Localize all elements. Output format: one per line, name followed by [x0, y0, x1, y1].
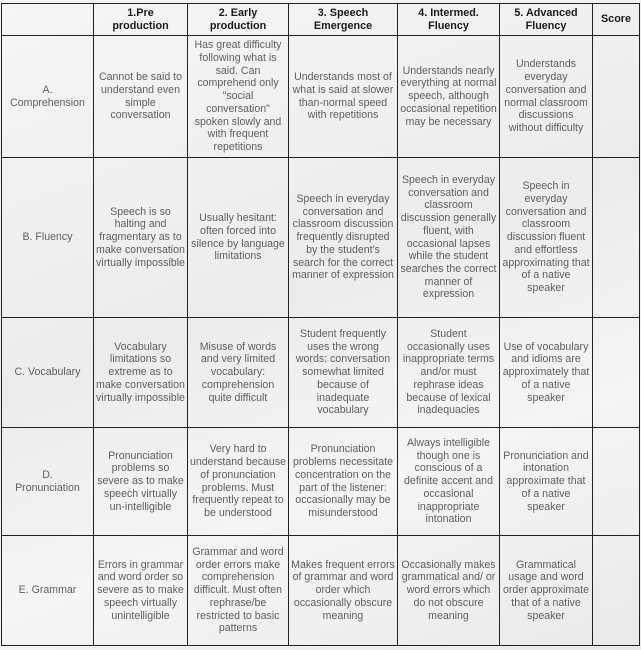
- level-header-speech-emergence: 3. Speech Emergence: [289, 4, 398, 36]
- row-pronunciation: [2, 428, 640, 536]
- header-row: [2, 4, 640, 36]
- cell-comprehension-level-4: Understands nearly everything at normal speech, although occasional repetition may be necessary: [398, 36, 500, 158]
- cell-comprehension-level-5: Understands everyday conversation and normal classroom discussions without difficulty: [500, 36, 593, 158]
- row-label-comprehension: A. Comprehension: [2, 36, 94, 158]
- cell-vocabulary-level-5: Use of vocabulary and idioms are approximately that of a native speaker: [500, 318, 593, 428]
- cell-grammar-level-4: Occasionally makes grammatical and/ or word errors which do not obscure meaning: [398, 536, 500, 646]
- level-header-intermediate-fluency: 4. Intermed. Fluency: [398, 4, 500, 36]
- cell-pronunciation-level-3: Pronunciation problems necessitate concentration on the part of the listener: occasionally may be misunderstood: [289, 428, 398, 536]
- cell-grammar-level-3: Makes frequent errors of grammar and word order which occasionally obscure meaning: [289, 536, 398, 646]
- cell-vocabulary-level-1: Vocabulary limitations so extreme as to make conversation virtually impossible: [94, 318, 188, 428]
- cell-fluency-level-5: Speech in everyday conversation and classroom discussion fluent and effortless approximating that of a native speaker: [500, 158, 593, 318]
- row-comprehension: [2, 36, 640, 158]
- cell-vocabulary-level-4: Student occasionally uses inappropriate terms and/or must rephrase ideas because of lexical inadequacies: [398, 318, 500, 428]
- level-header-advanced-fluency: 5. Advanced Fluency: [500, 4, 593, 36]
- score-cell-grammar[interactable]: [593, 536, 640, 646]
- row-label-vocabulary: C. Vocabulary: [2, 318, 94, 428]
- cell-vocabulary-level-3: Student frequently uses the wrong words: conversation somewhat limited because of inadequate vocabulary: [289, 318, 398, 428]
- cell-comprehension-level-2: Has great difficulty following what is said. Can comprehend only "social conversation" spoken slowly and with frequent repetitions: [188, 36, 289, 158]
- score-cell-comprehension[interactable]: [593, 36, 640, 158]
- row-grammar: [2, 536, 640, 646]
- score-cell-vocabulary[interactable]: [593, 318, 640, 428]
- oral-proficiency-rubric-table: [1, 3, 640, 646]
- cell-pronunciation-level-2: Very hard to understand because of pronunciation problems. Must frequently repeat to be understood: [188, 428, 289, 536]
- cell-comprehension-level-1: Cannot be said to understand even simple conversation: [94, 36, 188, 158]
- corner-cell: [2, 4, 94, 36]
- level-header-early-production: 2. Early production: [188, 4, 289, 36]
- row-fluency: [2, 158, 640, 318]
- score-header: Score: [593, 4, 640, 36]
- row-label-fluency: B. Fluency: [2, 158, 94, 318]
- cell-grammar-level-5: Grammatical usage and word order approximate that of a native speaker: [500, 536, 593, 646]
- score-cell-pronunciation[interactable]: [593, 428, 640, 536]
- cell-fluency-level-4: Speech in everyday conversation and classroom discussion generally fluent, with occasional lapses while the student searches the correct manner of expression: [398, 158, 500, 318]
- row-vocabulary: [2, 318, 640, 428]
- cell-fluency-level-1: Speech is so halting and fragmentary as to make conversation virtually impossible: [94, 158, 188, 318]
- cell-comprehension-level-3: Understands most of what is said at slower than-normal speed with repetitions: [289, 36, 398, 158]
- cell-pronunciation-level-4: Always intelligible though one is conscious of a definite accent and occasional inappropriate intonation: [398, 428, 500, 536]
- level-header-pre-production: 1.Pre production: [94, 4, 188, 36]
- row-label-pronunciation: D. Pronunciation: [2, 428, 94, 536]
- cell-fluency-level-3: Speech in everyday conversation and classroom discussion frequently disrupted by the student's search for the correct manner of expression: [289, 158, 398, 318]
- cell-pronunciation-level-1: Pronunciation problems so severe as to make speech virtually un-intelligible: [94, 428, 188, 536]
- cell-fluency-level-2: Usually hesitant: often forced into silence by language limitations: [188, 158, 289, 318]
- cell-grammar-level-2: Grammar and word order errors make comprehension difficult. Must often rephrase/be restricted to basic patterns: [188, 536, 289, 646]
- score-cell-fluency[interactable]: [593, 158, 640, 318]
- cell-pronunciation-level-5: Pronunciation and intonation approximate that of a native speaker: [500, 428, 593, 536]
- row-label-grammar: E. Grammar: [2, 536, 94, 646]
- cell-grammar-level-1: Errors in grammar and word order so severe as to make speech virtually unintelligible: [94, 536, 188, 646]
- cell-vocabulary-level-2: Misuse of words and very limited vocabulary: comprehension quite difficult: [188, 318, 289, 428]
